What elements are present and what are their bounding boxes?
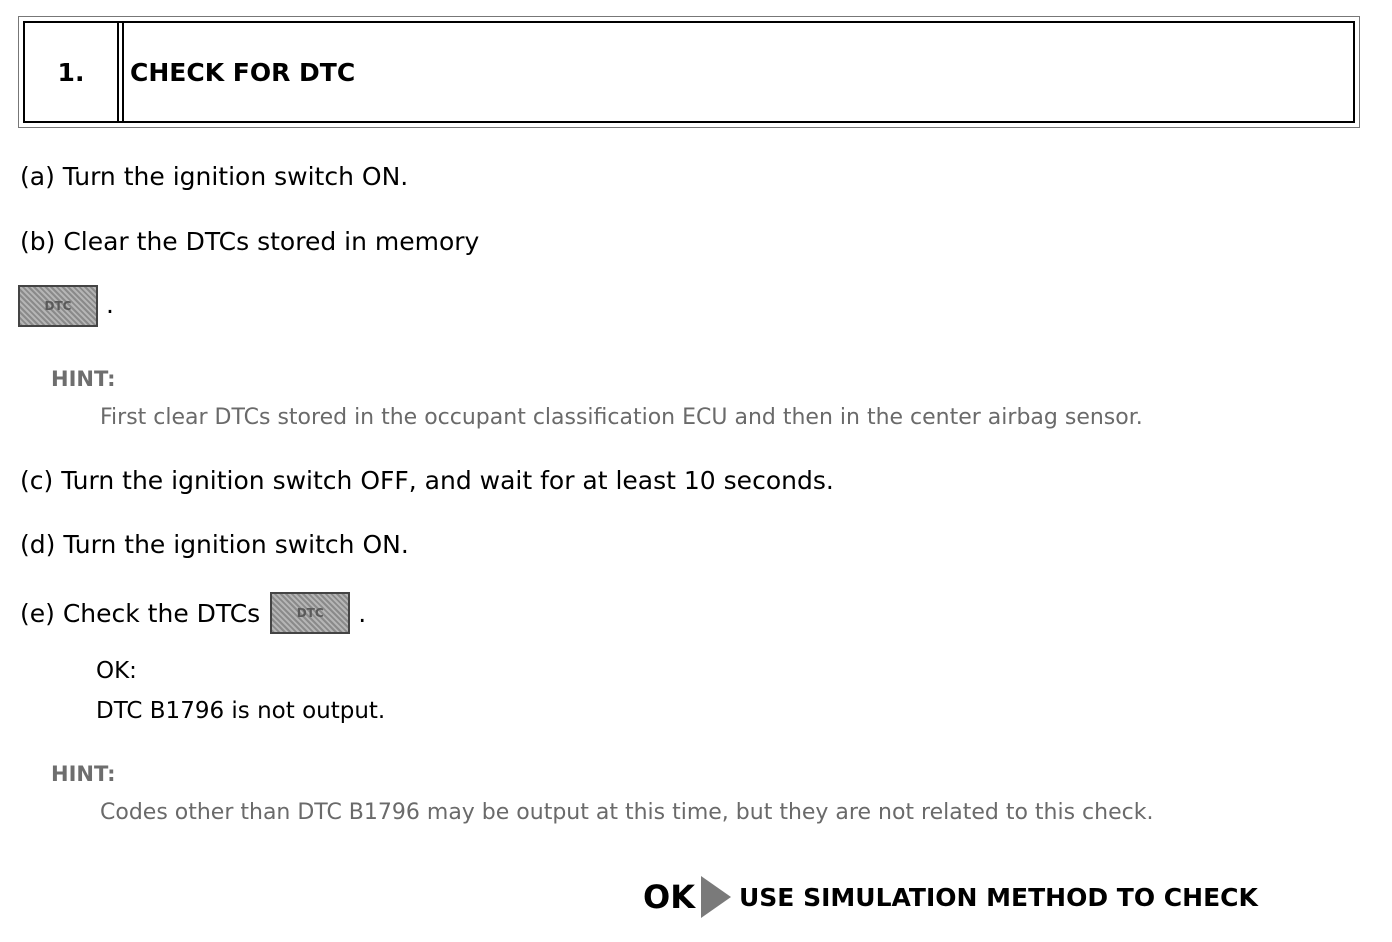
- result-action: USE SIMULATION METHOD TO CHECK: [739, 882, 1258, 912]
- period: .: [358, 598, 367, 628]
- step-c: (c) Turn the ignition switch OFF, and wait for at least 10 seconds.: [20, 466, 834, 495]
- hint-text-1: First clear DTCs stored in the occupant classification ECU and then in the center airbag sensor.: [100, 405, 1143, 430]
- check-dtc-button-label: DTC: [296, 606, 324, 620]
- step-title: CHECK FOR DTC: [122, 23, 1353, 121]
- step-d: (d) Turn the ignition switch ON.: [20, 530, 409, 559]
- step-header-inner: [23, 21, 1355, 123]
- result-ok: OK: [643, 878, 695, 916]
- hint-text-2: Codes other than DTC B1796 may be output at this time, but they are not related to this check.: [100, 800, 1154, 825]
- hint-label-1: HINT:: [51, 367, 116, 391]
- result-row: [643, 876, 1258, 918]
- clear-dtc-button-label: DTC: [44, 299, 72, 313]
- step-e-row: [20, 592, 366, 634]
- step-number: 1.: [25, 23, 119, 121]
- arrow-right-icon: [701, 876, 731, 918]
- clear-dtc-row: [20, 285, 114, 327]
- step-b: (b) Clear the DTCs stored in memory: [20, 227, 480, 256]
- step-e: (e) Check the DTCs: [20, 598, 261, 628]
- clear-dtc-button[interactable]: [18, 285, 98, 327]
- ok-text: DTC B1796 is not output.: [96, 698, 386, 724]
- step-a: (a) Turn the ignition switch ON.: [20, 162, 409, 191]
- check-dtc-button[interactable]: [270, 592, 350, 634]
- step-header: [18, 16, 1360, 128]
- hint-label-2: HINT:: [51, 762, 116, 786]
- ok-label: OK:: [96, 658, 137, 684]
- period: .: [105, 290, 114, 319]
